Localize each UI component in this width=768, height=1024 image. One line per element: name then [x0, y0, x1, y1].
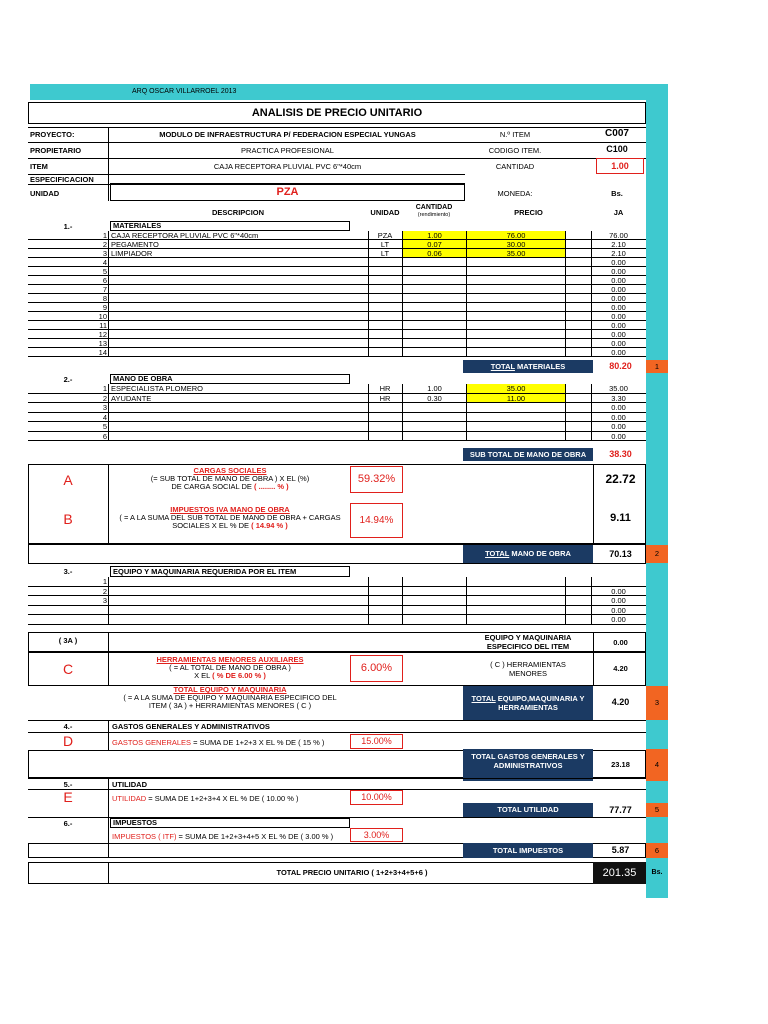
impuestos-title: IMPUESTOS	[110, 818, 350, 828]
row-price	[467, 339, 565, 347]
unidad-value: PZA	[110, 183, 465, 201]
row-unit: HR	[379, 393, 391, 403]
row-num: 6	[102, 276, 107, 285]
row-qty	[403, 321, 466, 329]
table-row	[28, 422, 646, 432]
row-price: 76.00	[467, 231, 565, 239]
table-row	[28, 596, 646, 606]
col-precio: PRECIO	[514, 208, 543, 217]
propietario-value: PRACTICA PROFESIONAL	[241, 146, 334, 155]
row-qty: 1.00	[403, 231, 466, 239]
badge-5: 5	[646, 803, 668, 817]
utilidad-formula: UTILIDAD = SUMA DE 1+2+3+4 X EL % DE ( 10.00 % )	[112, 794, 299, 803]
total-gastos-label: TOTAL GASTOS GENERALES Y ADMINISTRATIVOS	[463, 749, 593, 781]
row-total: 0.00	[611, 285, 626, 294]
table-row	[28, 240, 646, 249]
table-row	[28, 587, 646, 597]
table-row	[28, 303, 646, 312]
row-total: 35.00	[609, 384, 628, 393]
gastos-pct: 15.00%	[350, 734, 403, 749]
mano-num: 2.-	[63, 375, 73, 384]
row-total: 0.00	[611, 330, 626, 339]
row-num: 3	[102, 249, 107, 258]
row-qty	[403, 330, 466, 338]
gastos-num: 4.-	[63, 722, 73, 731]
total-equipo-value: 4.20	[611, 697, 630, 707]
letter-c: C	[62, 661, 74, 677]
3a-value: 0.00	[613, 638, 628, 647]
row-price	[467, 330, 565, 338]
row-price	[467, 312, 565, 320]
badge-1: 1	[646, 360, 668, 373]
row-desc: LIMPIADOR	[111, 249, 153, 258]
table-row	[28, 330, 646, 339]
row-total: 0.00	[611, 321, 626, 330]
row-total: 0.00	[611, 339, 626, 348]
row-price	[467, 267, 565, 275]
row-qty	[403, 348, 466, 356]
row-num: 3	[102, 403, 107, 412]
row-price	[467, 258, 565, 266]
total-impuestos-value: 5.87	[611, 845, 630, 855]
table-row	[28, 403, 646, 413]
gastos-title: GASTOS GENERALES Y ADMINISTRATIVOS	[112, 722, 270, 731]
cantidad-label: CANTIDAD	[495, 162, 535, 171]
letter-d: D	[62, 733, 74, 749]
row-num: 6	[102, 431, 107, 441]
row-qty	[403, 413, 466, 422]
row-unit: PZA	[377, 231, 393, 240]
frame-top	[30, 84, 668, 100]
col-unidad: UNIDAD	[370, 208, 400, 217]
row-price	[467, 276, 565, 284]
row-total: 2.10	[611, 240, 626, 249]
propietario-label: PROPIETARIO	[30, 146, 82, 155]
total-utilidad-value: 77.77	[609, 805, 632, 815]
impuestos-pct: 3.00%	[350, 828, 403, 842]
row-qty: 0.06	[403, 249, 466, 257]
3a-desc: EQUIPO Y MAQUINARIA ESPECIFICO DEL ITEM	[484, 633, 572, 651]
letter-a: A	[63, 472, 73, 488]
row-total: 0.00	[611, 303, 626, 312]
row-qty	[403, 339, 466, 347]
total-equipo-text: TOTAL EQUIPO Y MAQUINARIA ( = A LA SUMA DE EQUIPO Y MAQUINARIA ESPECIFICO DEL ITEM ( 3A ) + HERRAMIENTAS MENORES ( C )	[123, 685, 337, 710]
final-label: TOTAL PRECIO UNITARIO ( 1+2+3+4+5+6 )	[276, 868, 428, 877]
table-row	[28, 394, 646, 404]
col-rendimiento: (rendimiento)	[417, 212, 451, 218]
row-num: 7	[102, 285, 107, 294]
table-row	[28, 258, 646, 267]
row-num: 13	[98, 339, 107, 348]
total-impuestos-label: TOTAL IMPUESTOS	[463, 843, 593, 858]
3a-label: ( 3A )	[58, 636, 78, 645]
row-total: 0.00	[611, 586, 626, 596]
iva-text: IMPUESTOS IVA MANO DE OBRA ( = A LA SUMA DEL SUB TOTAL DE MANO DE OBRA + CARGAS SOCIALES X EL % DE ( 14.94 % )	[119, 505, 341, 530]
final-currency: Bs.	[651, 869, 663, 876]
cargas-pct: 59.32%	[350, 466, 403, 493]
letter-b: B	[63, 511, 73, 527]
row-qty: 1.00	[427, 384, 442, 393]
row-qty	[403, 432, 466, 441]
cargas-value: 22.72	[605, 472, 636, 486]
table-row	[28, 276, 646, 285]
row-qty	[403, 285, 466, 293]
gastos-formula: GASTOS GENERALES = SUMA DE 1+2+3 X EL % DE ( 15 % )	[112, 738, 325, 747]
row-total: 3.30	[611, 393, 626, 403]
cargas-sociales-text: CARGAS SOCIALES (= SUB TOTAL DE MANO DE OBRA ) X EL (%) DE CARGA SOCIAL DE ( ........ % )	[150, 466, 310, 491]
row-total: 0.00	[611, 276, 626, 285]
proyecto-label: PROYECTO:	[30, 130, 75, 139]
badge-4: 4	[646, 749, 668, 781]
row-total: 0.00	[611, 258, 626, 267]
row-price	[467, 413, 565, 422]
moneda-value: Bs.	[611, 189, 623, 198]
total-utilidad-label: TOTAL UTILIDAD	[463, 803, 593, 817]
cantidad-value: 1.00	[596, 158, 644, 174]
iva-value: 9.11	[610, 512, 631, 524]
table-row	[28, 384, 646, 394]
row-desc: CAJA RECEPTORA PLUVIAL PVC 6"*40cm	[111, 231, 259, 240]
row-desc: PEGAMENTO	[111, 240, 159, 249]
row-num: 8	[102, 294, 107, 303]
impuestos-num: 6.-	[63, 819, 73, 828]
row-num: 2	[102, 586, 107, 596]
row-qty	[403, 258, 466, 266]
table-row	[28, 348, 646, 357]
utilidad-pct: 10.00%	[350, 790, 403, 805]
row-price	[467, 285, 565, 293]
total-mano-label: TOTAL MANO DE OBRA	[463, 545, 593, 563]
row-qty	[403, 312, 466, 320]
row-price	[467, 348, 565, 356]
row-num: 4	[102, 412, 107, 422]
subtotal-mano-value: 38.30	[609, 449, 632, 459]
materiales-title: MATERIALES	[110, 221, 350, 231]
table-row	[28, 413, 646, 423]
proyecto-value: MODULO DE INFRAESTRUCTURA P/ FEDERACION ESPECIAL YUNGAS	[159, 130, 416, 139]
mano-title: MANO DE OBRA	[110, 374, 350, 384]
total-materiales-label: TOTAL MATERIALES	[463, 360, 593, 373]
row-price	[467, 321, 565, 329]
row-price: 11.00	[467, 394, 565, 403]
table-row	[28, 606, 646, 616]
row-num: 2	[102, 240, 107, 249]
utilidad-title: UTILIDAD	[112, 780, 147, 789]
table-row	[28, 432, 646, 442]
row-num: 9	[102, 303, 107, 312]
row-total: 0.00	[611, 412, 626, 422]
table-row	[28, 249, 646, 258]
row-num: 1	[102, 577, 107, 586]
row-price	[467, 303, 565, 311]
utilidad-num: 5.-	[63, 780, 73, 789]
iva-pct: 14.94%	[350, 503, 403, 538]
row-desc: ESPECIALISTA PLOMERO	[111, 384, 203, 393]
row-num: 5	[102, 422, 107, 431]
final-total: 201.35	[593, 862, 646, 884]
table-row	[28, 231, 646, 240]
row-price	[467, 294, 565, 302]
row-num: 2	[102, 393, 107, 403]
materiales-num: 1.-	[63, 222, 73, 231]
herramientas-pct: 6.00%	[350, 655, 403, 682]
row-total: 0.00	[611, 596, 626, 605]
row-qty	[403, 403, 466, 412]
table-row	[28, 339, 646, 348]
herramientas-value: 4.20	[613, 664, 628, 673]
col-descripcion: DESCRIPCION	[211, 208, 265, 217]
total-gastos-value: 23.18	[611, 760, 630, 769]
row-price	[467, 432, 565, 441]
row-unit: HR	[379, 384, 391, 393]
row-num: 3	[102, 596, 107, 605]
codigo-value: C100	[606, 144, 628, 154]
nitem-value: C007	[605, 128, 629, 139]
column-headers	[28, 204, 646, 222]
row-num: 1	[102, 231, 107, 240]
row-desc: AYUDANTE	[111, 393, 152, 403]
row-qty	[403, 303, 466, 311]
row-num: 11	[99, 321, 107, 330]
herramientas-desc: ( C ) HERRAMIENTAS MENORES	[490, 660, 566, 678]
table-row	[28, 615, 646, 625]
col-cantidad: CANTIDAD	[415, 204, 453, 211]
total-equipo-label: TOTAL EQUIPO,MAQUINARIA Y HERRAMIENTAS	[463, 686, 593, 720]
row-qty	[403, 276, 466, 284]
row-price: 30.00	[467, 240, 565, 248]
row-total: 0.00	[611, 294, 626, 303]
row-total: 0.00	[611, 267, 626, 276]
row-total: 2.10	[611, 249, 626, 258]
row-total: 0.00	[611, 312, 626, 321]
row-total: 0.00	[611, 605, 626, 615]
row-total: 0.00	[611, 431, 626, 441]
row-total: 0.00	[611, 403, 626, 412]
row-num: 4	[102, 258, 107, 267]
row-num: 12	[98, 330, 107, 339]
total-materiales-value: 80.20	[609, 361, 632, 371]
table-row	[28, 294, 646, 303]
badge-2: 2	[646, 545, 668, 563]
page-title: ANALISIS DE PRECIO UNITARIO	[28, 102, 646, 124]
table-row	[28, 285, 646, 294]
codigo-label: CODIGO ITEM.	[488, 146, 542, 155]
col-ja: JA	[613, 208, 624, 217]
badge-6: 6	[646, 843, 668, 858]
row-qty	[403, 294, 466, 302]
row-num: 14	[98, 348, 107, 357]
item-value: CAJA RECEPTORA PLUVIAL PVC 6"*40cm	[213, 162, 362, 171]
row-price: 35.00	[467, 384, 565, 393]
author: ARQ OSCAR VILLARROEL 2013	[132, 88, 237, 95]
table-row	[28, 267, 646, 276]
header-block	[28, 124, 646, 204]
row-qty: 0.30	[427, 393, 442, 403]
row-unit: LT	[380, 240, 390, 249]
moneda-label: MONEDA:	[497, 189, 533, 198]
row-price	[467, 403, 565, 412]
especificacion-label: ESPECIFICACION	[30, 175, 94, 184]
row-num: 1	[102, 384, 107, 393]
table-row	[28, 577, 646, 587]
equipo-num: 3.-	[63, 567, 73, 576]
unidad-label: UNIDAD	[30, 189, 60, 198]
row-total: 0.00	[611, 348, 626, 357]
total-mano-value: 70.13	[609, 549, 632, 559]
letter-e: E	[63, 789, 73, 805]
row-unit: LT	[380, 249, 390, 258]
row-qty	[403, 422, 466, 431]
row-qty	[403, 267, 466, 275]
subtotal-mano-label: SUB TOTAL DE MANO DE OBRA	[463, 448, 593, 461]
row-qty: 0.07	[403, 240, 466, 248]
row-num: 10	[98, 312, 107, 321]
row-total: 0.00	[611, 615, 626, 624]
impuestos-formula: IMPUESTOS ( ITF) = SUMA DE 1+2+3+4+5 X EL % DE ( 3.00 % )	[112, 832, 334, 841]
row-total: 0.00	[611, 422, 626, 431]
row-price: 35.00	[467, 249, 565, 257]
badge-3: 3	[646, 686, 668, 720]
row-num: 5	[102, 267, 107, 276]
herramientas-text: HERRAMIENTAS MENORES AUXILIARES ( = AL TOTAL DE MANO DE OBRA ) X EL ( % DE 6.00 % )	[156, 655, 304, 680]
row-price	[467, 422, 565, 431]
row-total: 76.00	[609, 231, 628, 240]
equipo-title: EQUIPO Y MAQUINARIA REQUERIDA POR EL ITEM	[110, 566, 350, 577]
table-row	[28, 312, 646, 321]
nitem-label: N.º ITEM	[499, 130, 531, 139]
item-label: ITEM	[30, 162, 48, 171]
table-row	[28, 321, 646, 330]
